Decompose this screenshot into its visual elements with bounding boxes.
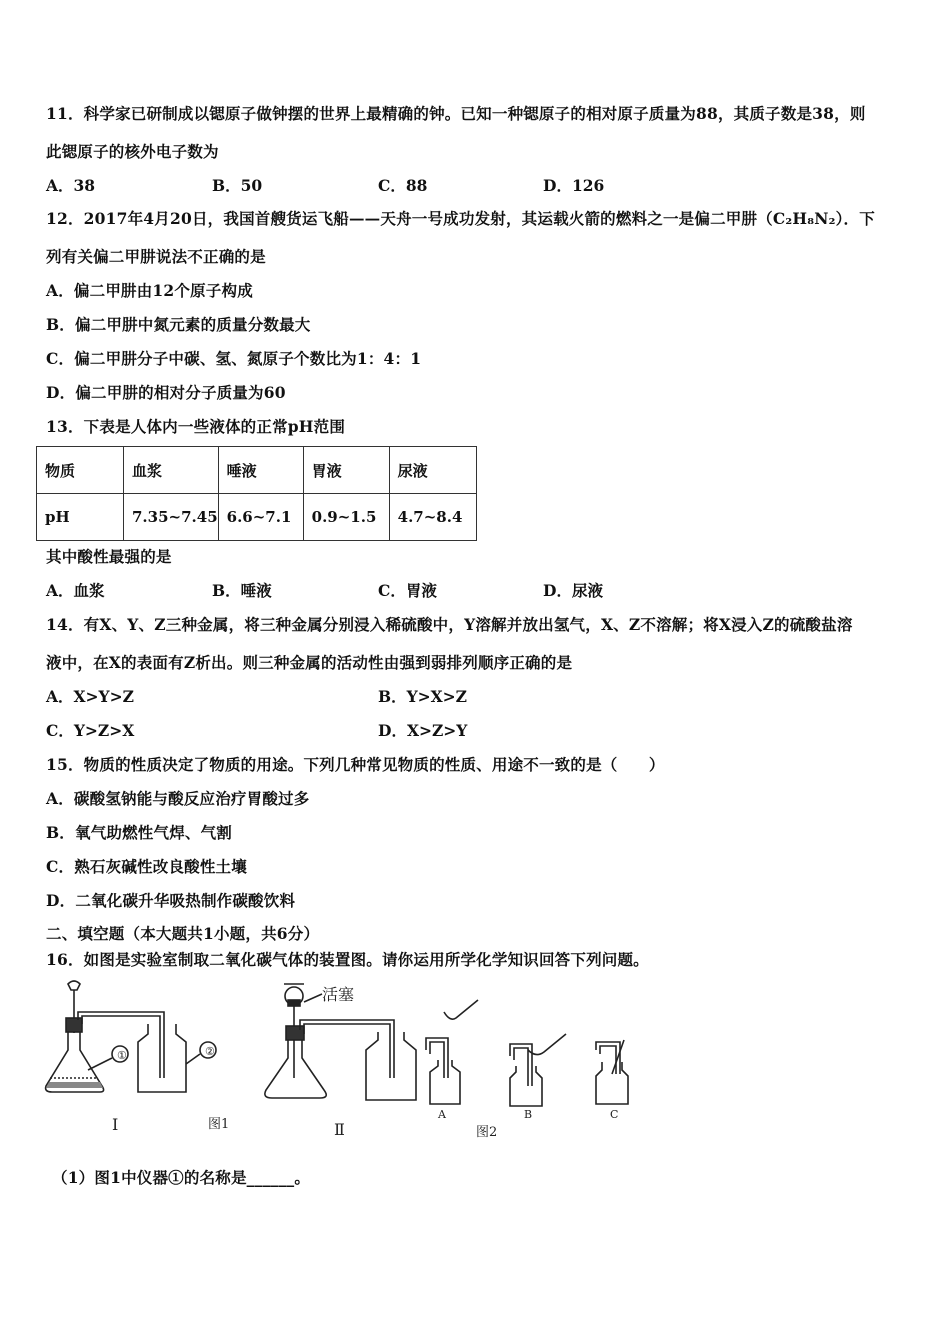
q15-option-a: A．碳酸氢钠能与酸反应治疗胃酸过多 bbox=[46, 789, 310, 808]
apparatus-i bbox=[46, 981, 230, 1134]
q13-question: 其中酸性最强的是 bbox=[46, 547, 172, 566]
q15-option-b: B．氧气助燃性气焊、气割 bbox=[46, 823, 233, 842]
q12-option-c: C．偏二甲肼分子中碳、氢、氮原子个数比为1：4：1 bbox=[46, 349, 422, 368]
label-B: B bbox=[524, 1108, 533, 1121]
label-fig2: 图2 bbox=[476, 1125, 498, 1140]
ph-table-header-cell: 血浆 bbox=[124, 447, 219, 494]
section-heading: 二、填空题（本大题共1小题，共6分） bbox=[46, 924, 320, 943]
label-valve: 活塞 bbox=[322, 985, 355, 1004]
q13-stem: 13．下表是人体内一些液体的正常pH范围 bbox=[46, 417, 346, 436]
q13-option-c: C．胃液 bbox=[378, 581, 437, 600]
q11-option-a: A．38 bbox=[46, 176, 96, 195]
co2-apparatus-figure bbox=[40, 978, 640, 1143]
label-circle-2: ② bbox=[205, 1045, 215, 1058]
q11-option-b: B．50 bbox=[212, 176, 263, 195]
ph-table-header-cell: 尿液 bbox=[389, 447, 476, 494]
label-fig1: 图1 bbox=[208, 1117, 230, 1132]
q14-option-b: B．Y>X>Z bbox=[378, 687, 467, 706]
ph-table-cell: 4.7~8.4 bbox=[389, 494, 476, 541]
q16-sub1: （1）图1中仪器①的名称是______。 bbox=[52, 1168, 311, 1187]
label-circle-1: ① bbox=[117, 1049, 127, 1062]
q12-option-d: D．偏二甲肼的相对分子质量为60 bbox=[46, 383, 286, 402]
q14-line2: 液中，在X的表面有Z析出。则三种金属的活动性由强到弱排列顺序正确的是 bbox=[46, 653, 573, 672]
q12-line1: 12．2017年4月20日，我国首艘货运飞船——天舟一号成功发射，其运载火箭的燃料之一是偏二甲肼（C₂H₈N₂）．下 bbox=[46, 209, 875, 228]
q15-option-c: C．熟石灰碱性改良酸性土壤 bbox=[46, 857, 247, 876]
q15-option-d: D．二氧化碳升华吸热制作碳酸饮料 bbox=[46, 891, 296, 910]
q11-line2: 此锶原子的核外电子数为 bbox=[46, 142, 219, 161]
ph-table bbox=[36, 446, 477, 541]
ph-table-header-cell: 物质 bbox=[37, 447, 124, 494]
q14-line1: 14．有X、Y、Z三种金属，将三种金属分别浸入稀硫酸中，Y溶解并放出氢气，X、Z不溶解；将X浸入Z的硫酸盐溶 bbox=[46, 615, 853, 634]
ph-table-header-cell: 胃液 bbox=[303, 447, 389, 494]
label-C: C bbox=[610, 1108, 619, 1121]
q12-option-a: A．偏二甲肼由12个原子构成 bbox=[46, 281, 253, 300]
ph-table-cell: 0.9~1.5 bbox=[303, 494, 389, 541]
q14-option-d: D．X>Z>Y bbox=[378, 721, 468, 740]
q12-option-b: B．偏二甲肼中氮元素的质量分数最大 bbox=[46, 315, 311, 334]
q16-stem: 16．如图是实验室制取二氧化碳气体的装置图。请你运用所学化学知识回答下列问题。 bbox=[46, 950, 649, 969]
q12-line2: 列有关偏二甲肼说法不正确的是 bbox=[46, 247, 266, 266]
ph-table-header-row bbox=[37, 447, 477, 494]
label-A: A bbox=[438, 1108, 446, 1121]
q13-option-a: A．血浆 bbox=[46, 581, 105, 600]
q14-option-c: C．Y>Z>X bbox=[46, 721, 135, 740]
q14-option-a: A．X>Y>Z bbox=[46, 687, 134, 706]
label-II: Ⅱ bbox=[334, 1120, 345, 1139]
apparatus-ii bbox=[265, 984, 416, 1139]
collection-setups bbox=[426, 1000, 628, 1140]
q11-option-d: D．126 bbox=[543, 176, 605, 195]
ph-table-cell: 6.6~7.1 bbox=[218, 494, 303, 541]
ph-table-cell: pH bbox=[37, 494, 124, 541]
ph-table-cell: 7.35~7.45 bbox=[124, 494, 219, 541]
q11-option-c: C．88 bbox=[378, 176, 428, 195]
ph-table-row bbox=[37, 494, 477, 541]
q15-stem: 15．物质的性质决定了物质的用途。下列几种常见物质的性质、用途不一致的是（ ） bbox=[46, 755, 665, 774]
q13-option-b: B．唾液 bbox=[212, 581, 272, 600]
ph-table-header-cell: 唾液 bbox=[218, 447, 303, 494]
q13-option-d: D．尿液 bbox=[543, 581, 603, 600]
q11-line1: 11．科学家已研制成以锶原子做钟摆的世界上最精确的钟。已知一种锶原子的相对原子质量为88，其质子数是38，则 bbox=[46, 104, 866, 123]
label-I: Ⅰ bbox=[112, 1115, 119, 1134]
